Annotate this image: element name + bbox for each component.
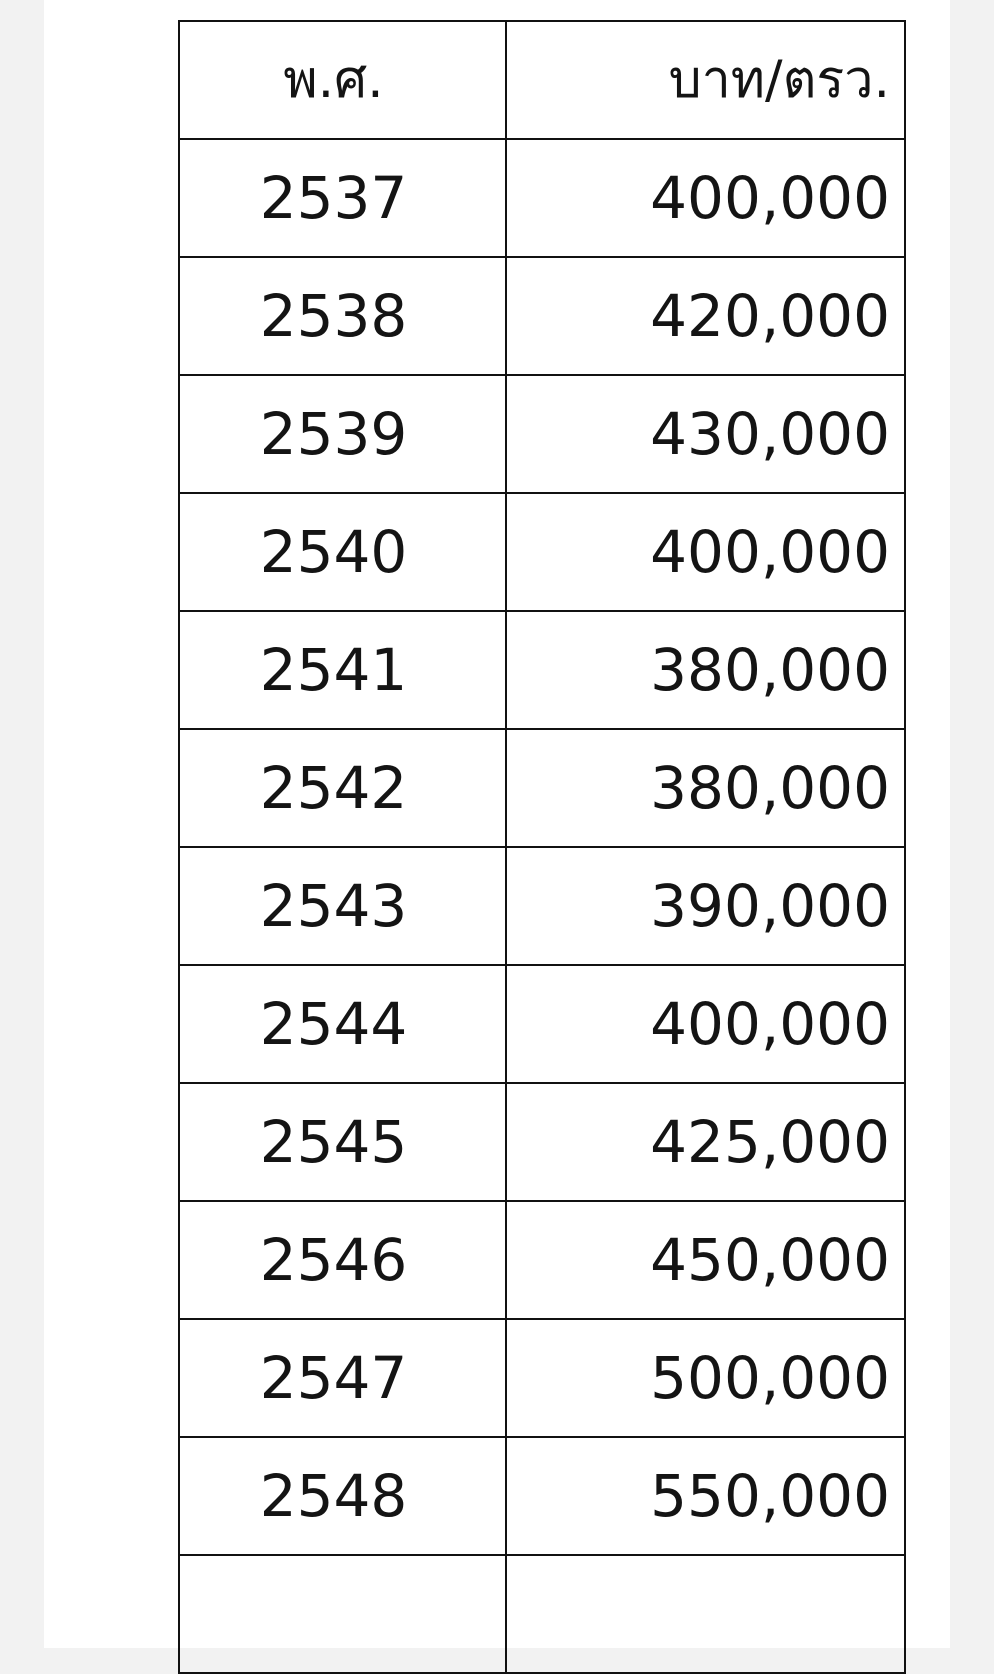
land-price-table bbox=[178, 20, 906, 1674]
price-cell: 400,000 bbox=[506, 493, 905, 611]
price-header-label: บาท/ตรว. bbox=[668, 50, 890, 110]
year-cell: 2548 bbox=[179, 1437, 506, 1555]
year-cell: 2543 bbox=[179, 847, 506, 965]
table-row bbox=[179, 847, 905, 965]
table-row bbox=[179, 375, 905, 493]
year-header-label: พ.ศ. bbox=[283, 50, 384, 110]
document-page bbox=[44, 0, 950, 1648]
table-row bbox=[179, 1437, 905, 1555]
table-row bbox=[179, 257, 905, 375]
price-cell bbox=[506, 1555, 905, 1673]
year-cell: 2540 bbox=[179, 493, 506, 611]
year-cell: 2539 bbox=[179, 375, 506, 493]
price-cell: 550,000 bbox=[506, 1437, 905, 1555]
year-cell: 2542 bbox=[179, 729, 506, 847]
price-cell: 500,000 bbox=[506, 1319, 905, 1437]
table-row bbox=[179, 493, 905, 611]
price-cell: 380,000 bbox=[506, 729, 905, 847]
year-column-header bbox=[179, 21, 506, 139]
table-row bbox=[179, 965, 905, 1083]
price-cell: 400,000 bbox=[506, 139, 905, 257]
header-row bbox=[179, 21, 905, 139]
price-cell: 425,000 bbox=[506, 1083, 905, 1201]
price-cell: 390,000 bbox=[506, 847, 905, 965]
table-row bbox=[179, 1201, 905, 1319]
year-cell: 2547 bbox=[179, 1319, 506, 1437]
table-row-partial bbox=[179, 1555, 905, 1673]
year-cell: 2541 bbox=[179, 611, 506, 729]
price-cell: 430,000 bbox=[506, 375, 905, 493]
price-cell: 420,000 bbox=[506, 257, 905, 375]
year-cell: 2538 bbox=[179, 257, 506, 375]
table-row bbox=[179, 1083, 905, 1201]
year-cell: 2546 bbox=[179, 1201, 506, 1319]
price-column-header bbox=[506, 21, 905, 139]
year-cell bbox=[179, 1555, 506, 1673]
price-cell: 380,000 bbox=[506, 611, 905, 729]
year-cell: 2544 bbox=[179, 965, 506, 1083]
year-cell: 2545 bbox=[179, 1083, 506, 1201]
price-cell: 450,000 bbox=[506, 1201, 905, 1319]
price-cell: 400,000 bbox=[506, 965, 905, 1083]
table-row bbox=[179, 729, 905, 847]
table-row bbox=[179, 611, 905, 729]
table-row bbox=[179, 1319, 905, 1437]
table-row bbox=[179, 139, 905, 257]
year-cell: 2537 bbox=[179, 139, 506, 257]
